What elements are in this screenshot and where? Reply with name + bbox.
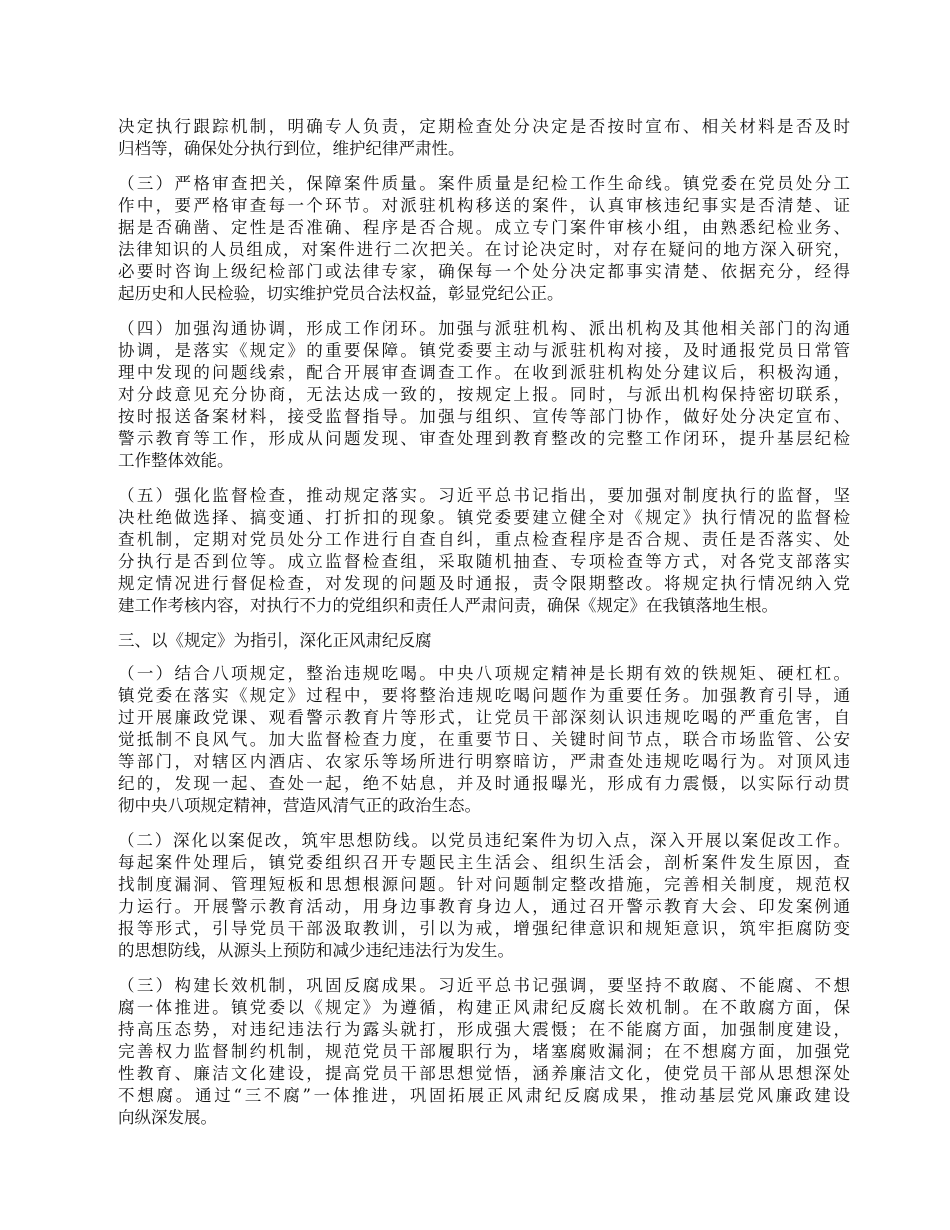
text-line: 每起案件处理后，镇党委组织召开专题民主生活会、组织生活会，剖析案件发生原因，查 [118, 853, 850, 872]
text-line: 不想腐。通过“三不腐”一体推进，巩固拓展正风肃纪反腐成果，推动基层党风廉政建设 [118, 1086, 850, 1105]
text-line: 纪的，发现一起、查处一起，绝不姑息，并及时通报曝光，形成有力震慑，以实际行动贯 [118, 774, 850, 793]
text-line: （一）结合八项规定，整治违规吃喝。中央八项规定精神是长期有效的铁规矩、硬杠杠。 [118, 664, 850, 683]
text-line: 向纵深发展。 [118, 1108, 217, 1127]
text-line: 找制度漏洞、管理短板和思想根源问题。针对问题制定整改措施，完善相关制度，规范权 [118, 875, 850, 894]
text-line: （四）加强沟通协调，形成工作闭环。加强与派驻机构、派出机构及其他相关部门的沟通 [118, 319, 850, 338]
text-line: 对分歧意见充分协商，无法达成一致的，按规定上报。同时，与派出机构保持密切联系， [118, 385, 850, 404]
text-line: （五）强化监督检查，推动规定落实。习近平总书记指出，要加强对制度执行的监督，坚 [118, 486, 850, 505]
text-line: 决杜绝做选择、搞变通、打折扣的现象。镇党委要建立健全对《规定》执行情况的监督检 [118, 508, 850, 527]
text-line: 作中，要严格审查每一个环节。对派驻机构移送的案件，认真审核违纪事实是否清楚、证 [118, 196, 850, 215]
text-line: 三、以《规定》为指引，深化正风肃纪反腐 [118, 631, 432, 650]
text-line: 觉抵制不良风气。加大监督检查力度，在重要节日、关键时间节点，联合市场监管、公安 [118, 730, 850, 749]
text-line: 的思想防线，从源头上预防和减少违纪违法行为发生。 [118, 941, 514, 960]
paragraph [118, 173, 850, 305]
text-line: 决定执行跟踪机制，明确专人负责，定期检查处分决定是否按时宣布、相关材料是否及时 [118, 117, 850, 136]
document-page [118, 116, 850, 1142]
section-heading [118, 630, 850, 652]
text-line: 等部门，对辖区内酒店、农家乐等场所进行明察暗访，严肃查处违规吃喝行为。对顶风违 [118, 752, 850, 771]
text-line: 持高压态势，对违纪违法行为露头就打，形成强大震慑；在不能腐方面，加强制度建设， [118, 1020, 850, 1039]
paragraph [118, 663, 850, 817]
text-line: 协调，是落实《规定》的重要保障。镇党委要主动与派驻机构对接，及时通报党员日常管 [118, 341, 850, 360]
paragraph [118, 116, 850, 160]
text-line: 归档等，确保处分执行到位，维护纪律严肃性。 [118, 139, 465, 158]
paragraph [118, 975, 850, 1129]
text-line: 完善权力监督制约机制，规范党员干部履职行为，堵塞腐败漏洞；在不想腐方面，加强党 [118, 1042, 850, 1061]
paragraph [118, 318, 850, 472]
text-line: 性教育、廉洁文化建设，提高党员干部思想觉悟，涵养廉洁文化，使党员干部从思想深处 [118, 1064, 850, 1083]
text-line: 镇党委在落实《规定》过程中，要将整治违规吃喝问题作为重要任务。加强教育引导，通 [118, 686, 850, 705]
text-line: 必要时咨询上级纪检部门或法律专家，确保每一个处分决定都事实清楚、依据充分，经得 [118, 262, 850, 281]
text-line: （三）构建长效机制，巩固反腐成果。习近平总书记强调，要坚持不敢腐、不能腐、不想 [118, 976, 850, 995]
text-line: 力运行。开展警示教育活动，用身边事教育身边人，通过召开警示教育大会、印发案例通 [118, 897, 850, 916]
text-line: 据是否确凿、定性是否准确、程序是否合规。成立专门案件审核小组，由熟悉纪检业务、 [118, 218, 850, 237]
text-line: 法律知识的人员组成，对案件进行二次把关。在讨论决定时，对存在疑问的地方深入研究， [118, 240, 850, 259]
text-line: 规定情况进行督促检查，对发现的问题及时通报，责令限期整改。将规定执行情况纳入党 [118, 574, 850, 593]
text-line: 腐一体推进。镇党委以《规定》为遵循，构建正风肃纪反腐长效机制。在不敢腐方面，保 [118, 998, 850, 1017]
text-line: 查机制，定期对党员处分工作进行自查自纠，重点检查程序是否合规、责任是否落实、处 [118, 530, 850, 549]
text-line: （二）深化以案促改，筑牢思想防线。以党员违纪案件为切入点，深入开展以案促改工作。 [118, 831, 850, 850]
text-line: 按时报送备案材料，接受监督指导。加强与组织、宣传等部门协作，做好处分决定宣布、 [118, 407, 850, 426]
paragraph [118, 485, 850, 617]
text-line: 工作整体效能。 [118, 451, 234, 470]
text-line: （三）严格审查把关，保障案件质量。案件质量是纪检工作生命线。镇党委在党员处分工 [118, 174, 850, 193]
text-line: 建工作考核内容，对执行不力的党组织和责任人严肃问责，确保《规定》在我镇落地生根。 [118, 596, 778, 615]
text-line: 分执行是否到位等。成立监督检查组，采取随机抽查、专项检查等方式，对各党支部落实 [118, 552, 850, 571]
text-line: 理中发现的问题线索，配合开展审查调查工作。在收到派驻机构处分建议后，积极沟通， [118, 363, 850, 382]
text-line: 警示教育等工作，形成从问题发现、审查处理到教育整改的完整工作闭环，提升基层纪检 [118, 429, 850, 448]
text-line: 彻中央八项规定精神，营造风清气正的政治生态。 [118, 796, 481, 815]
text-line: 报等形式，引导党员干部汲取教训，引以为戒，增强纪律意识和规矩意识，筑牢拒腐防变 [118, 919, 850, 938]
text-line: 起历史和人民检验，切实维护党员合法权益，彰显党纪公正。 [118, 284, 564, 303]
paragraph [118, 830, 850, 962]
text-line: 过开展廉政党课、观看警示教育片等形式，让党员干部深刻认识违规吃喝的严重危害，自 [118, 708, 850, 727]
